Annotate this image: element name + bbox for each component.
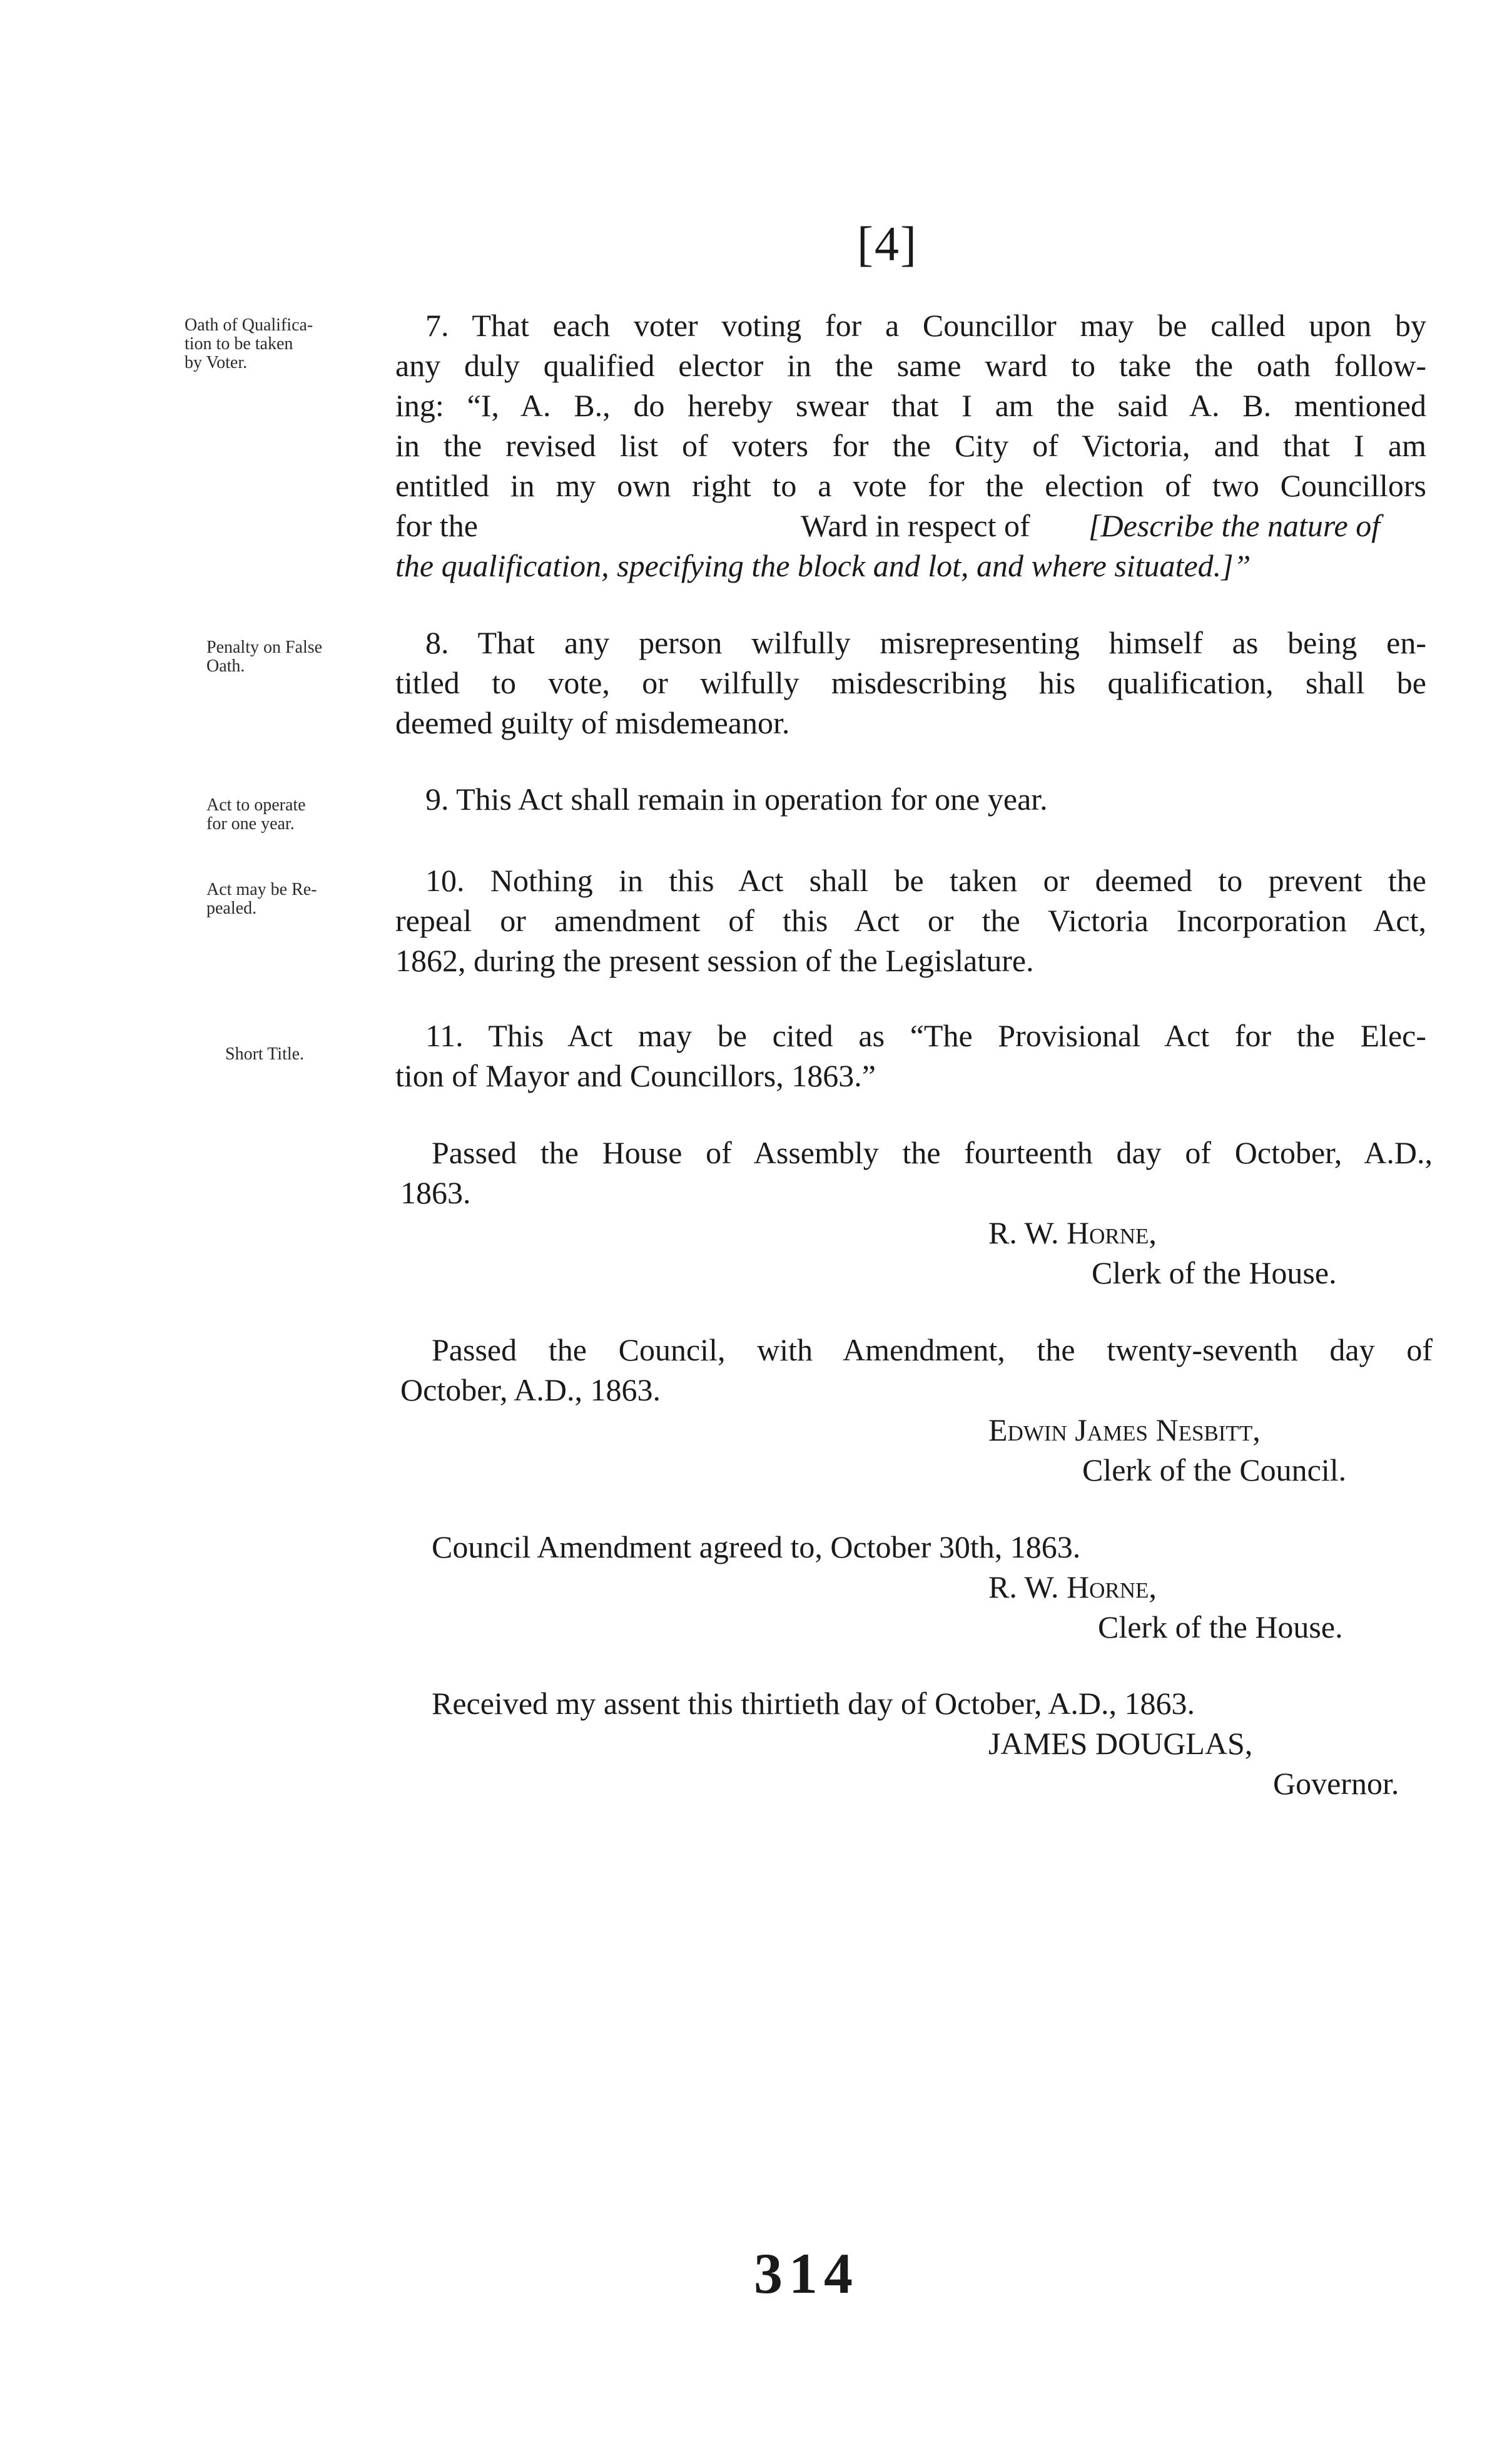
body-line: 10. Nothing in this Act shall be taken or deemed to prevent the	[425, 863, 1426, 898]
body-line: Passed the Council, with Amendment, the twenty-seventh day of	[432, 1332, 1433, 1367]
body-line: Council Amendment agreed to, October 30th, 1863.	[432, 1529, 1081, 1564]
body-line: 1863.	[400, 1175, 471, 1210]
margin-note-line: Oath.	[206, 656, 245, 676]
body-line: Received my assent this thirtieth day of October, A.D., 1863.	[432, 1686, 1195, 1721]
margin-note-line: Penalty on False	[206, 638, 323, 657]
body-line: Passed the House of Assembly the fourteenth day of October, A.D.,	[432, 1135, 1433, 1170]
body-line: tion of Mayor and Councillors, 1863.”	[395, 1058, 876, 1093]
body-line: entitled in my own right to a vote for the election of two Councillors	[395, 468, 1426, 503]
margin-note-line: Act to operate	[206, 795, 306, 815]
body-line-italic: [Describe the nature of	[1088, 508, 1381, 543]
margin-note-line: by Voter.	[185, 353, 248, 372]
signature-name: R. W. Horne,	[988, 1569, 1157, 1604]
body-line: 11. This Act may be cited as “The Provisional Act for the Elec-	[425, 1018, 1426, 1053]
signature-name: R. W. Horne,	[988, 1215, 1157, 1250]
body-line: 1862, during the present session of the Legislature.	[395, 943, 1034, 978]
margin-note-line: Short Title.	[225, 1044, 305, 1064]
margin-note-line: Act may be Re-	[206, 880, 317, 899]
body-line: in the revised list of voters for the City of Victoria, and that I am	[395, 428, 1426, 463]
page-number: [4]	[857, 217, 918, 271]
folio-number: 314	[754, 2241, 859, 2305]
body-line: Ward in respect of	[801, 508, 1030, 543]
body-line: any duly qualified elector in the same ward to take the oath follow-	[395, 348, 1426, 383]
signature-name: Edwin James Nesbitt,	[988, 1412, 1261, 1447]
body-line: repeal or amendment of this Act or the Victoria Incorporation Act,	[395, 903, 1426, 938]
body-line: deemed guilty of misdemeanor.	[395, 705, 790, 740]
signature-title: Clerk of the Council.	[1082, 1452, 1347, 1487]
body-line: ing: “I, A. B., do hereby swear that I am the said A. B. mentioned	[395, 388, 1426, 423]
margin-note-line: Oath of Qualifica-	[185, 315, 313, 335]
body-line: for the	[395, 508, 478, 543]
body-line: 9. This Act shall remain in operation for one year.	[425, 782, 1048, 817]
signature-title: Clerk of the House.	[1092, 1255, 1337, 1290]
signature-name: JAMES DOUGLAS,	[988, 1726, 1253, 1761]
body-line-italic: the qualification, specifying the block and lot, and where situated.]”	[395, 548, 1251, 583]
signature-title: Clerk of the House.	[1098, 1609, 1343, 1645]
body-line: 7. That each voter voting for a Councillor may be called upon by	[425, 308, 1426, 343]
body-line: titled to vote, or wilfully misdescribing his qualification, shall be	[395, 665, 1426, 700]
margin-note-line: pealed.	[206, 899, 257, 918]
margin-note-line: for one year.	[206, 814, 295, 834]
margin-note-line: tion to be taken	[185, 334, 293, 354]
signature-title: Governor.	[1273, 1766, 1399, 1801]
body-line: 8. That any person wilfully misrepresenting himself as being en-	[425, 625, 1426, 660]
body-line: October, A.D., 1863.	[400, 1372, 661, 1407]
